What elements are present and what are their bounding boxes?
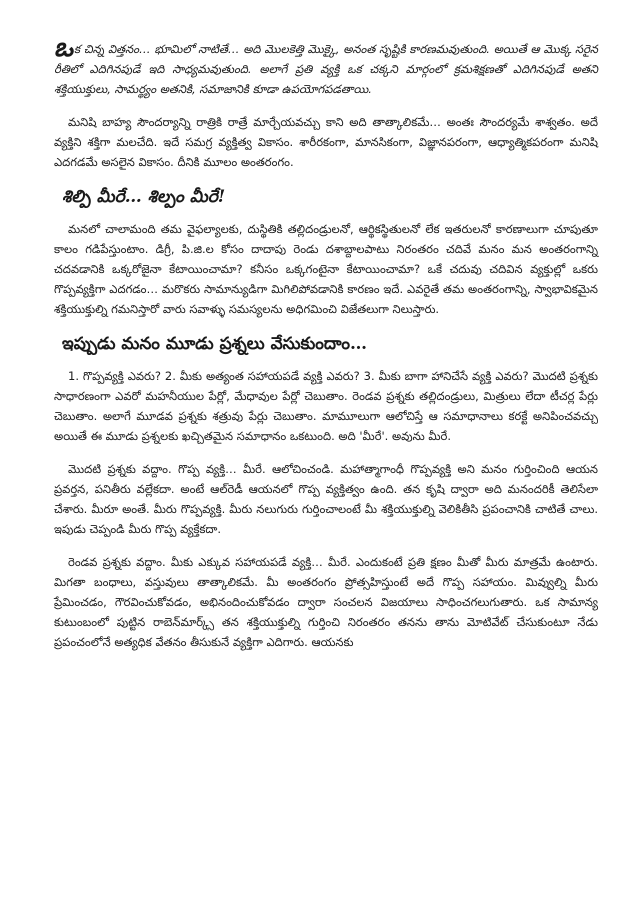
intro-paragraph bbox=[54, 33, 598, 99]
paragraph-inner-self: మనలో చాలామంది తమ వైఫల్యాలకు, దుస్థితికి తల్లిదండ్రులనో, ఆర్థికస్థితులనో లేక ఇతరులనో కారణాలుగా చూపుతూ కాలం గడిపేస్తుంటాం. డిగ్రీ, పి.జి.ల కోసం దాదాపు రెండు దశాబ్దాలపాటు నిరంతరం చదివే మనం మన అంతరంగాన్ని చదవడానికి ఒక్కరోజైనా కేటాయించామా? కనీసం ఒక్కగంటైనా కేటాయించామా? ఒకే చదువు చదివిన వ్యక్తుల్లో ఒకరు గొప్పవ్యక్తిగా ఎదగడం… మరొకరు సామాన్యుడిగా మిగిలిపోవడానికి కారణం ఇదే. ఎవరైతే తమ అంతరంగాన్ని, స్వాభావికమైన శక్తియుక్తుల్ని గమనిస్తారో వారు సవాళ్ళు సమస్యలను అధిగమించి విజేతలుగా నిలుస్తారు. bbox=[54, 222, 598, 316]
paragraph-first-question: మొదటి ప్రశ్నకు వద్దాం. గొప్ప వ్యక్తి… మీరే. ఆలోచించండి. మహాత్మాగాంధీ గొప్పవ్యక్తి అని మనం గుర్తించింది ఆయన ప్రవర్తన, పనితీరు వల్లేకదా. అంటే ఆల్‌రెడీ ఆయనలో గొప్ప వ్యక్తిత్వం ఉంది. తన కృషి ద్వారా అది మనందరికీ తెలిసేలా చేశారు. మీరూ అంతే. మీరు గొప్పవ్యక్తి. మీరు నలుగురు గుర్తించాలంటే మీ శక్తియుక్తుల్ని వెలికితీసి ప్రపంచానికి చాటితే చాలు. ఇపుడు చెప్పండి మీరు గొప్ప వ్యక్తేకదా. bbox=[54, 462, 598, 536]
drop-cap: ఒ bbox=[54, 33, 74, 63]
paragraph-beauty: మనిషి బాహ్య సౌందర్యాన్ని రాత్రికి రాత్రే మార్చేయవచ్చు కాని అది తాత్కాలికమే… అంతః సౌందర్యమే శాశ్వతం. అదే వ్యక్తిని శక్తిగా మలచేది. ఇదే సమగ్ర వ్యక్తిత్వ వికాసం. శారీరకంగా, మానసికంగా, విజ్ఞానపరంగా, ఆధ్యాత్మికపరంగా మనిషి ఎదగడమే అసలైన వికాసం. దీనికి మూలం అంతరంగం. bbox=[54, 115, 598, 169]
section-heading-three-questions: ఇప్పుడు మనం మూడు ప్రశ్నలు వేసుకుందాం… bbox=[62, 334, 367, 354]
paragraph-second-question: రెండవ ప్రశ్నకు వద్దాం. మీకు ఎక్కువ సహాయపడే వ్యక్తి… మీరే. ఎందుకంటే ప్రతి క్షణం మీతో మీరు మాత్రమే ఉంటారు. మిగతా బంధాలు, వస్తువులు తాత్కాలికమే. మీ అంతరంగం ప్రోత్సహిస్తుంటే అదే గొప్ప సహాయం. మివ్వుల్ని మీరు ప్రేమించడం, గౌరవించుకోవడం, అభినందించుకోవడం ద్వారా సంచలన విజయాలు సాధించగలుగుతారు. ఒక సామాన్య కుటుంబంలో పుట్టిన రాబెన్‌మార్క్స్ తన శక్తియుక్తుల్ని గుర్తించి నిరంతరం తనను తాను మోటివేట్ చేసుకుంటూ నేడు ప్రపంచంలోనే అత్యధిక వేతనం తీసుకునే వ్యక్తిగా ఎదిగారు. ఆయనకు bbox=[54, 555, 598, 649]
paragraph-questions: 1. గొప్పవ్యక్తి ఎవరు? 2. మీకు అత్యంత సహాయపడే వ్యక్తి ఎవరు? 3. మీకు బాగా హానిచేసే వ్యక్తి ఎవరు? మొదటి ప్రశ్నకు సాధారణంగా ఎవరో మహనీయుల పేర్లో, మేధావుల పేర్లో చెబుతాం. రెండవ ప్రశ్నకు తల్లిదండ్రులు, మిత్రులు లేదా టీచర్ల పేర్లు చెబుతాం. అలాగే మూడవ ప్రశ్నకు శత్రువు పేర్లు చెబుతాం. మామూలుగా ఆలోచిస్తే ఆ సమాధానాలు కరక్టే అనిపించవచ్చు అయితే ఈ మూడు ప్రశ్నలకు ఖచ్చితమైన సమాధానం ఒకటుంది. అది 'మీరే'. అవును మీరే. bbox=[54, 369, 598, 443]
section-heading-sculptor: శిల్పి మీరే… శిల్పం మీరే! bbox=[62, 187, 226, 207]
intro-text: క చిన్న విత్తనం… భూమిలో నాటితే… అది మొలకెత్తి మొక్కై, అనంత సృష్టికి కారణమవుతుంది. అయితే ఆ మొక్క సరైన రీతిలో ఎదిగినపుడే ఇది సాధ్యమవుతుంది. అలాగే ప్రతి వ్యక్తి ఒక చక్కని మార్గంలో క్రమశిక్షణతో ఎదిగినపుడే అతని శక్తియుక్తులు, సామర్థ్యం అతనికి, సమాజానికి కూడా ఉపయోగపడతాయి. bbox=[54, 42, 598, 96]
